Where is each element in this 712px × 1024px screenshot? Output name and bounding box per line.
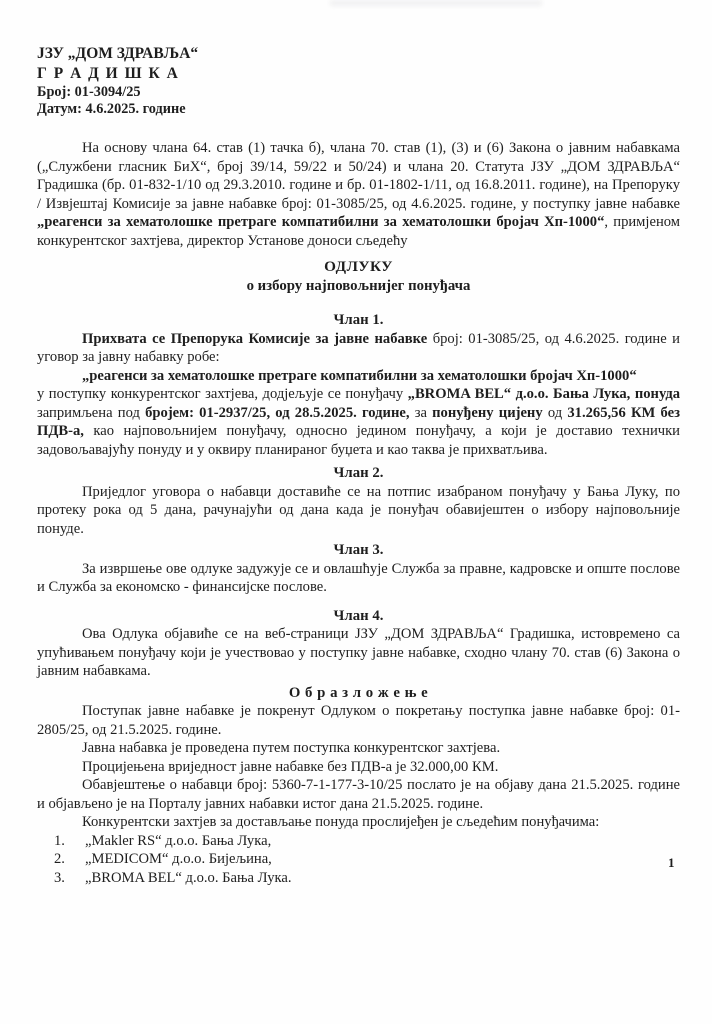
rationale-paragraph: Процијењена вриједност јавне набавке без ПДВ-а је 32.000,00 КМ.	[82, 758, 499, 775]
intro-text-end: , примјеном конкурентског захтјева, директор Установе доноси сљедећу	[37, 214, 681, 249]
text-run: број: 01-3085/25, од 4.6.2025. године и уговор за јавну набавку робе:	[37, 330, 680, 365]
text-run-bold: Прихвата се Препорука Комисије за јавне набавке	[82, 330, 433, 347]
text-run: у поступку конкурентског захтјева, додјељује се понуђачу	[37, 386, 408, 402]
intro-paragraph	[37, 139, 680, 250]
article-2-paragraph: Приједлог уговора о набавци доставиће се на потпис изабраном понуђачу у Бања Луку, по протеку рока од 5 дана, рачунајући од дана када је понуђач обавијештен о избору најповољније понуде.	[37, 483, 680, 537]
text-run: за	[414, 404, 433, 421]
article-1-heading: Члан 1.	[333, 312, 384, 328]
rationale-heading: О б р а з л о ж е њ е	[288, 684, 429, 701]
article-2-heading: Члан 2.	[333, 465, 384, 481]
rationale-paragraph: Обавјештење о набавци број: 5360-7-1-177-3-10/25 послато је на објаву дана 21.5.2025. године и објављено је на Порталу јавних набавки истог дана 21.5.2025. године.	[37, 777, 680, 812]
page-number: 1	[668, 855, 675, 870]
article-4-paragraph: Ова Одлука објавиће се на веб-страници ЈЗУ „ДОМ ЗДРАВЉА“ Градишка, истовремено са упућивањем понуђачу који је учествовао у поступку јавне набавке, сходно члану 70. став (6) Закона о јавним набавкама.	[37, 626, 680, 679]
doc-number: Број: 01-3094/25	[37, 84, 141, 100]
article-4-heading: Члан 4.	[333, 607, 384, 624]
text-run: од	[547, 404, 568, 421]
article-3-heading: Члан 3.	[333, 542, 384, 558]
procurement-subject-inline: „реагенси за хематолошке претраге компатибилни за хематолошки бројач Хп-1000“	[37, 214, 605, 230]
bidder-item	[54, 869, 680, 888]
org-name: ЈЗУ „ДОМ ЗДРАВЉА“	[37, 45, 199, 62]
text-run-bold: понуђену цијену	[432, 404, 548, 421]
procurement-subject-line: „реагенси за хематолошке претраге компатибилни за хематолошки бројач Хп-1000“	[82, 367, 637, 384]
article-3-paragraph: За извршење ове одлуке задужује се и овлашћује Служба за правне, кадровске и опште послове и Служба за економско - финансијске послове.	[37, 560, 680, 595]
text-run: као најповољнијем понуђачу, односно једином понуђачу, а који је доставио технички задовољавајућу понуду и у оквиру планираног буџета и као таква је прихватљива.	[37, 423, 680, 458]
bidder-name: „MEDICOM“ д.о.о. Бијељина,	[85, 851, 272, 867]
article-1-paragraph-1	[37, 330, 680, 367]
org-city: Г Р А Д И Ш К А	[37, 65, 180, 82]
decision-title: ОДЛУКУ	[324, 258, 393, 275]
decision-subtitle: о избору најповољнијег понуђача	[246, 277, 471, 294]
rationale-paragraph: Конкурентски захтјев за достављање понуда прослијеђен је сљедећим понуђачима:	[82, 814, 600, 830]
doc-date: Датум: 4.6.2025. године	[37, 100, 186, 117]
offer-number: бројем: 01-2937/25, од 28.5.2025. године,	[145, 404, 415, 421]
bidder-name: „Makler RS“ д.о.о. Бања Лука,	[85, 832, 272, 849]
rationale-paragraph: Поступак јавне набавке је покренут Одлуком о покретању поступка јавне набавке број: 01-2805/25, од 21.5.2025. године.	[37, 703, 680, 738]
bidder-name: „BROMA BEL“ д.о.о. Бања Лука.	[85, 869, 292, 886]
offer-price: 31.265,56 КМ без ПДВ-а,	[37, 404, 680, 439]
winning-bidder-name: „BROMA BEL“ д.о.о. Бања Лука, понуда	[407, 386, 681, 402]
bidder-item	[54, 832, 680, 851]
text-run: запримљена под	[37, 404, 146, 421]
letterhead	[37, 44, 680, 117]
bidder-list	[37, 832, 680, 888]
rationale-paragraph: Јавна набавка је проведена путем поступка конкурентског захтјева.	[82, 740, 501, 756]
intro-text-start: На основу члана 64. став (1) тачка б), члана 70. став (1), (3) и (6) Закона о јавним набавкама („Службени гласник БиХ“, број 39/14, 59/22 и 50/24) и члана 20. Статута ЈЗУ „ДОМ ЗДРАВЉА“ Градишка (бр. 01-832-1/10 од 29.3.2010. године и бр. 01-1802-1/11, од 16.8.2011. године), на Препоруку / Извјештај Комисије за јавне набавке број: 01-3085/25, од 4.6.2025. године, у поступку јавне набавке	[37, 140, 680, 212]
article-1-paragraph-2	[37, 385, 680, 459]
scan-artifact	[330, 0, 542, 6]
bidder-item	[54, 850, 680, 869]
